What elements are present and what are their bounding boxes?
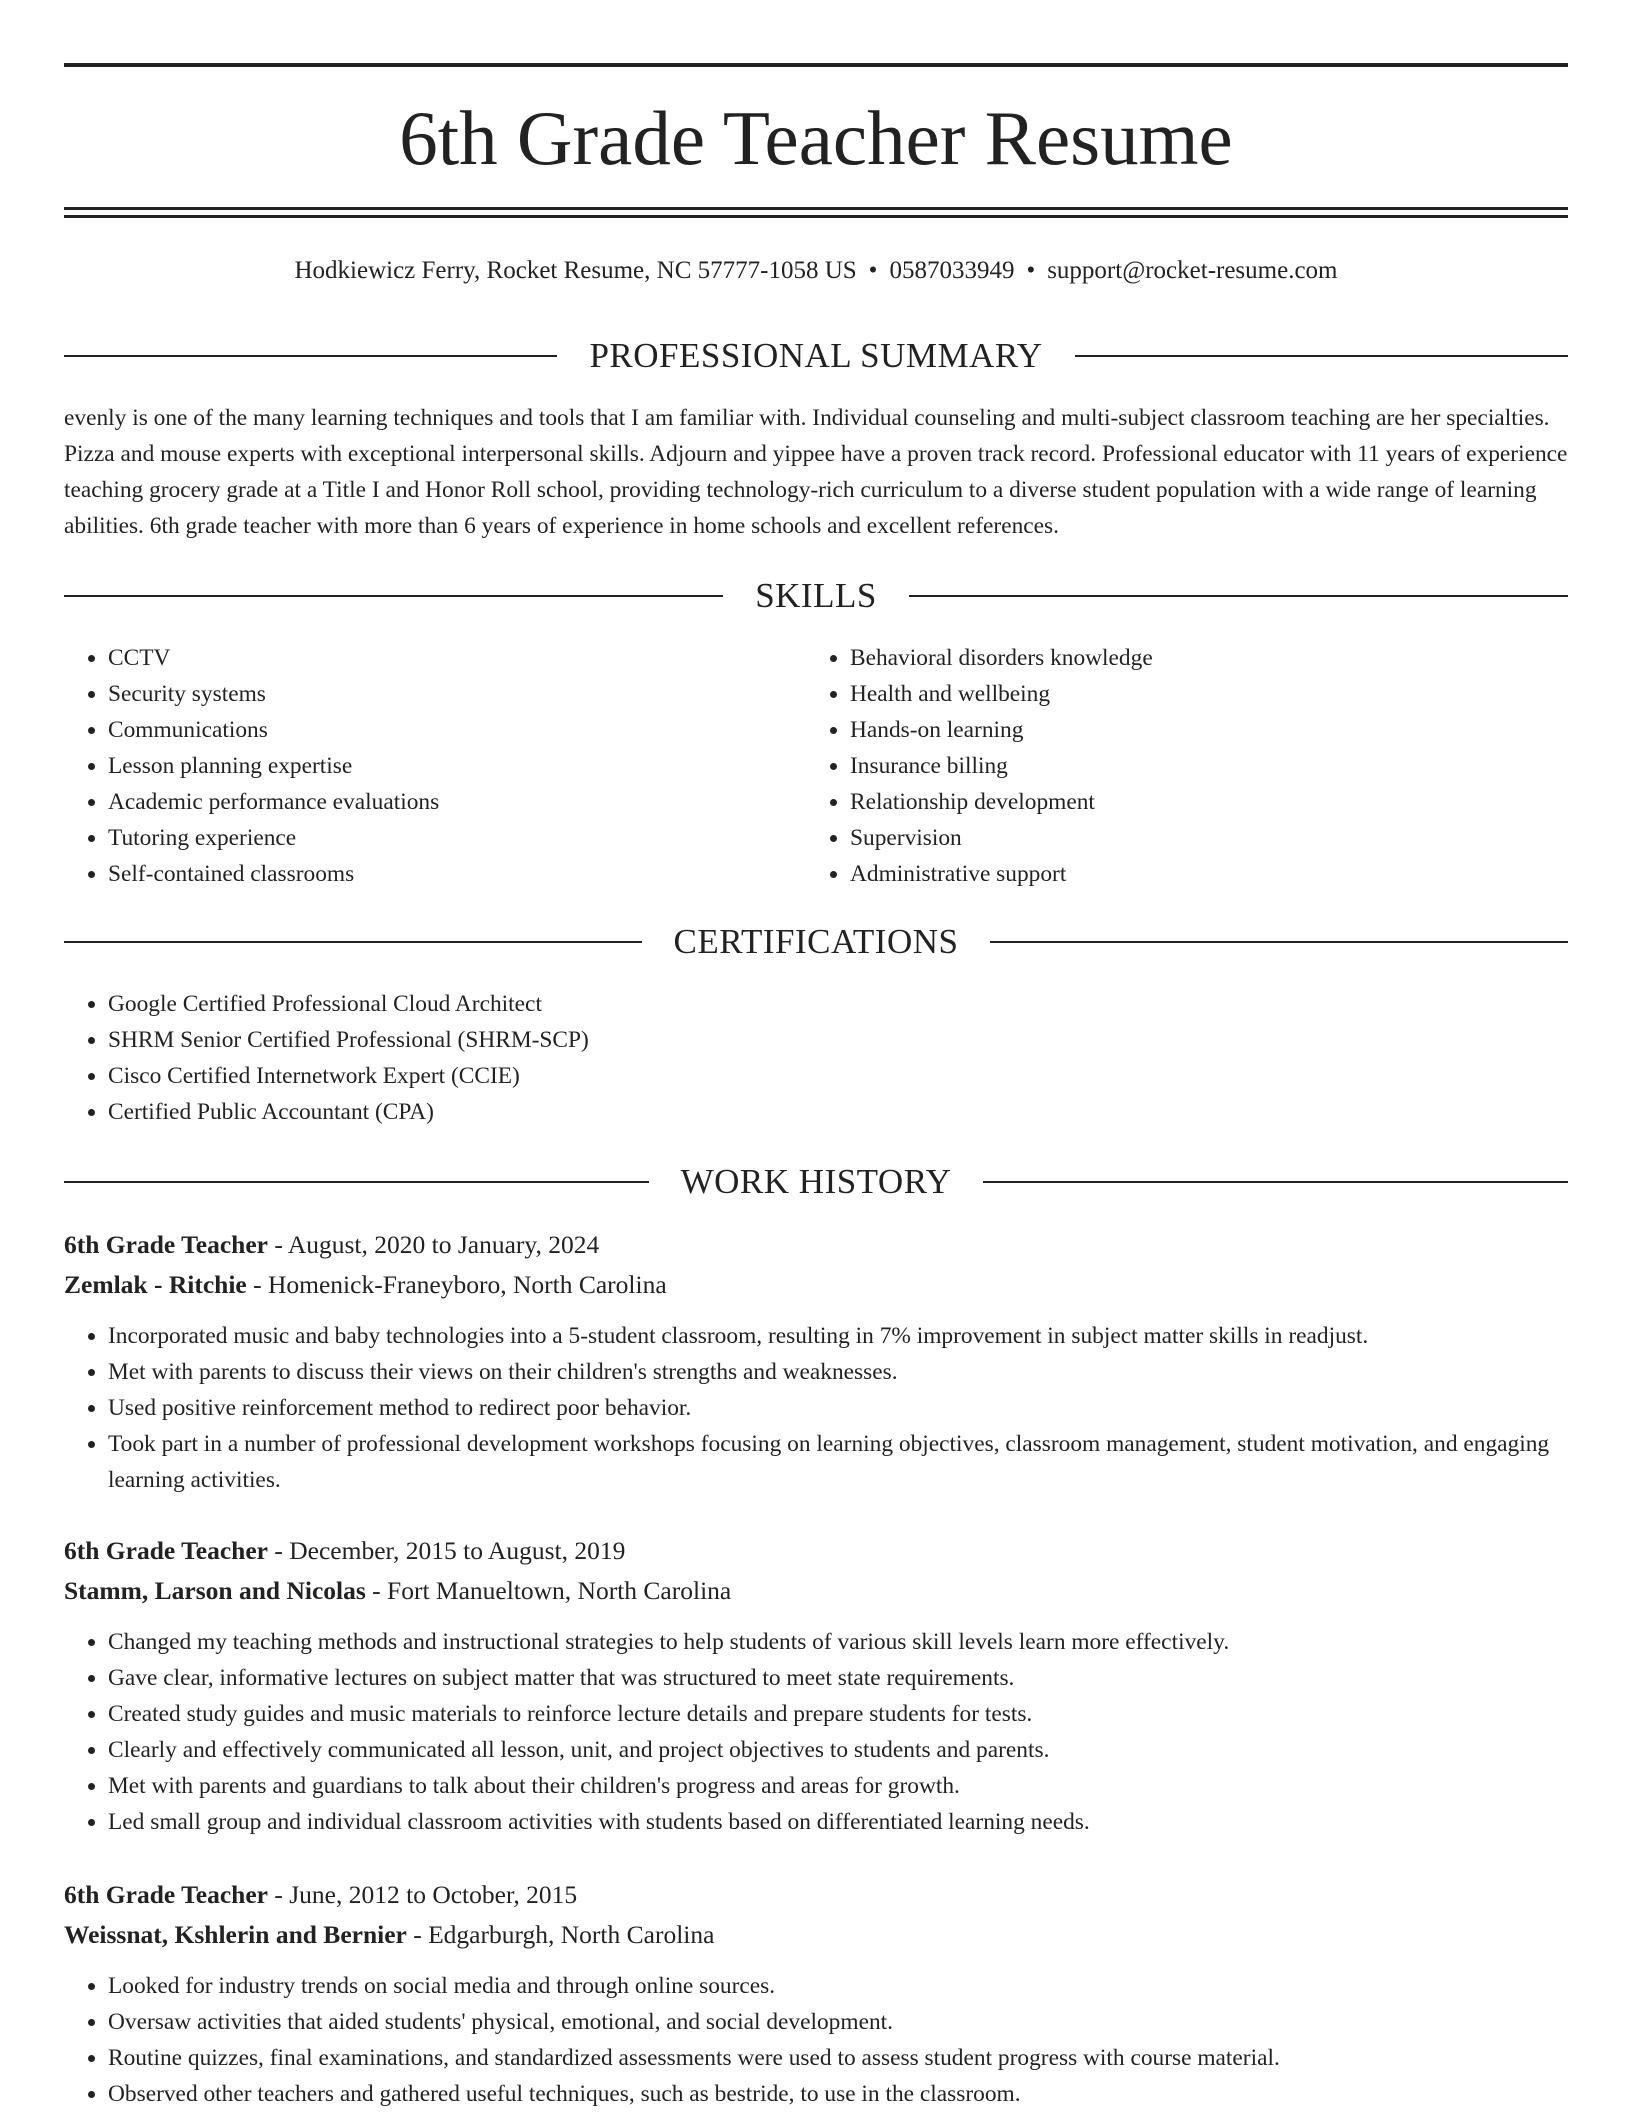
job-location: - Edgarburgh, North Carolina [406,1920,715,1949]
heading-rule [64,595,723,597]
skill-item: • Administrative support [850,856,1566,892]
job-bullet: • Gave clear, informative lectures on subject matter that was structured to meet state requirements. [108,1660,1568,1696]
section-heading-skills [64,574,1568,618]
skill-item: • Supervision [850,820,1566,856]
job-bullet: • Oversaw activities that aided students' physical, emotional, and social development. [108,2004,1568,2040]
section-heading-summary [64,334,1568,378]
heading-rule [64,355,557,357]
skill-item: • Behavioral disorders knowledge [850,640,1566,676]
job-title: 6th Grade Teacher [64,1230,268,1259]
summary-text: evenly is one of the many learning techniques and tools that I am familiar with. Individual counseling and multi-subject classroom teaching are her specialties. Pizza and mouse experts with exceptional interpersonal skills. Adjourn and yippee have a proven track record. Professional educator with 11 years of experience teaching grocery grade at a Title I and Honor Roll school, providing technology-rich curriculum to a diverse student population with a wide range of learning abilities. 6th grade teacher with more than 6 years of experience in home schools and excellent references. [64,405,1568,539]
certification-item: • SHRM Senior Certified Professional (SHRM-SCP) [108,1022,1568,1058]
job-bullet: • Looked for industry trends on social media and through online sources. [108,1968,1568,2004]
heading-rule [909,595,1568,597]
job-dates: - June, 2012 to October, 2015 [268,1880,578,1909]
section-title: PROFESSIONAL SUMMARY [589,336,1043,375]
job-bullet: • Took part in a number of professional development workshops focusing on learning objectives, classroom management, student motivation, and engaging learning activities. [108,1426,1568,1498]
heading-rule [983,1181,1568,1183]
job-company-line [64,1266,1568,1304]
job-location: - Homenick-Franeyboro, North Carolina [246,1270,667,1299]
certification-item: • Certified Public Accountant (CPA) [108,1094,1568,1130]
job-entry [64,1532,1568,1840]
job-location: - Fort Manueltown, North Carolina [365,1576,732,1605]
heading-rule [1075,355,1568,357]
skill-item: • Lesson planning expertise [108,748,804,784]
job-bullet: • Changed my teaching methods and instructional strategies to help students of various skill levels learn more effectively. [108,1624,1568,1660]
skill-item: • Academic performance evaluations [108,784,804,820]
job-bullet: • Incorporated music and baby technologies into a 5-student classroom, resulting in 7% improvement in subject matter skills in readjust. [108,1318,1568,1354]
section-heading-certifications [64,920,1568,964]
job-bullet: • Clearly and effectively communicated all lesson, unit, and project objectives to students and parents. [108,1732,1568,1768]
resume-title: 6th Grade Teacher Resume [399,95,1233,181]
job-company: Weissnat, Kshlerin and Bernier [64,1920,407,1949]
job-company-line [64,1916,1568,1954]
title-rule-upper [64,207,1568,210]
section-title: WORK HISTORY [680,1162,952,1201]
contact-email: support@rocket-resume.com [1047,257,1338,284]
job-bullet: • Used positive reinforcement method to redirect poor behavior. [108,1390,1568,1426]
certification-item: • Cisco Certified Internetwork Expert (CCIE) [108,1058,1568,1094]
heading-rule [64,941,642,943]
skill-item: • Self-contained classrooms [108,856,804,892]
heading-rule [64,1181,649,1183]
job-title: 6th Grade Teacher [64,1536,268,1565]
job-company: Stamm, Larson and Nicolas [64,1576,366,1605]
title-rule-lower [64,215,1568,218]
job-title: 6th Grade Teacher [64,1880,268,1909]
contact-separator: • [868,257,878,284]
skill-item: • Relationship development [850,784,1566,820]
skill-item: • Hands-on learning [850,712,1566,748]
job-dates: - December, 2015 to August, 2019 [268,1536,626,1565]
job-title-line [64,1226,1568,1264]
top-rule [64,63,1568,67]
section-title: CERTIFICATIONS [673,922,959,961]
heading-rule [990,941,1568,943]
contact-phone: 0587033949 [889,257,1015,284]
job-bullet: • Created study guides and music materials to reinforce lecture details and prepare students for tests. [108,1696,1568,1732]
contact-separator: • [1026,257,1036,284]
section-title: SKILLS [755,576,877,615]
certifications-list [64,986,1568,1130]
skill-item: • Communications [108,712,804,748]
skill-item: • Tutoring experience [108,820,804,856]
job-bullet: • Observed other teachers and gathered useful techniques, such as bestride, to use in the classroom. [108,2076,1568,2112]
job-company: Zemlak - Ritchie [64,1270,247,1299]
skill-item: • Insurance billing [850,748,1566,784]
job-title-line [64,1532,1568,1570]
skill-item: • Health and wellbeing [850,676,1566,712]
job-title-line [64,1876,1568,1914]
job-bullet: • Met with parents to discuss their views on their children's strengths and weaknesses. [108,1354,1568,1390]
job-entry [64,1226,1568,1498]
skill-item: • CCTV [108,640,804,676]
job-bullet: • Met with parents and guardians to talk about their children's progress and areas for growth. [108,1768,1568,1804]
job-company-line [64,1572,1568,1610]
skills-column-left [64,640,804,892]
job-bullet: • Led small group and individual classroom activities with students based on differentiated learning needs. [108,1804,1568,1840]
job-bullet: • Routine quizzes, final examinations, and standardized assessments were used to assess student progress with course material. [108,2040,1568,2076]
certification-item: • Google Certified Professional Cloud Architect [108,986,1568,1022]
contact-address: Hodkiewicz Ferry, Rocket Resume, NC 57777-1058 US [294,257,857,284]
contact-line [64,253,1568,289]
job-dates: - August, 2020 to January, 2024 [268,1230,600,1259]
skills-column-right [806,640,1566,892]
section-heading-work-history [64,1160,1568,1204]
job-entry [64,1876,1568,2112]
skill-item: • Security systems [108,676,804,712]
